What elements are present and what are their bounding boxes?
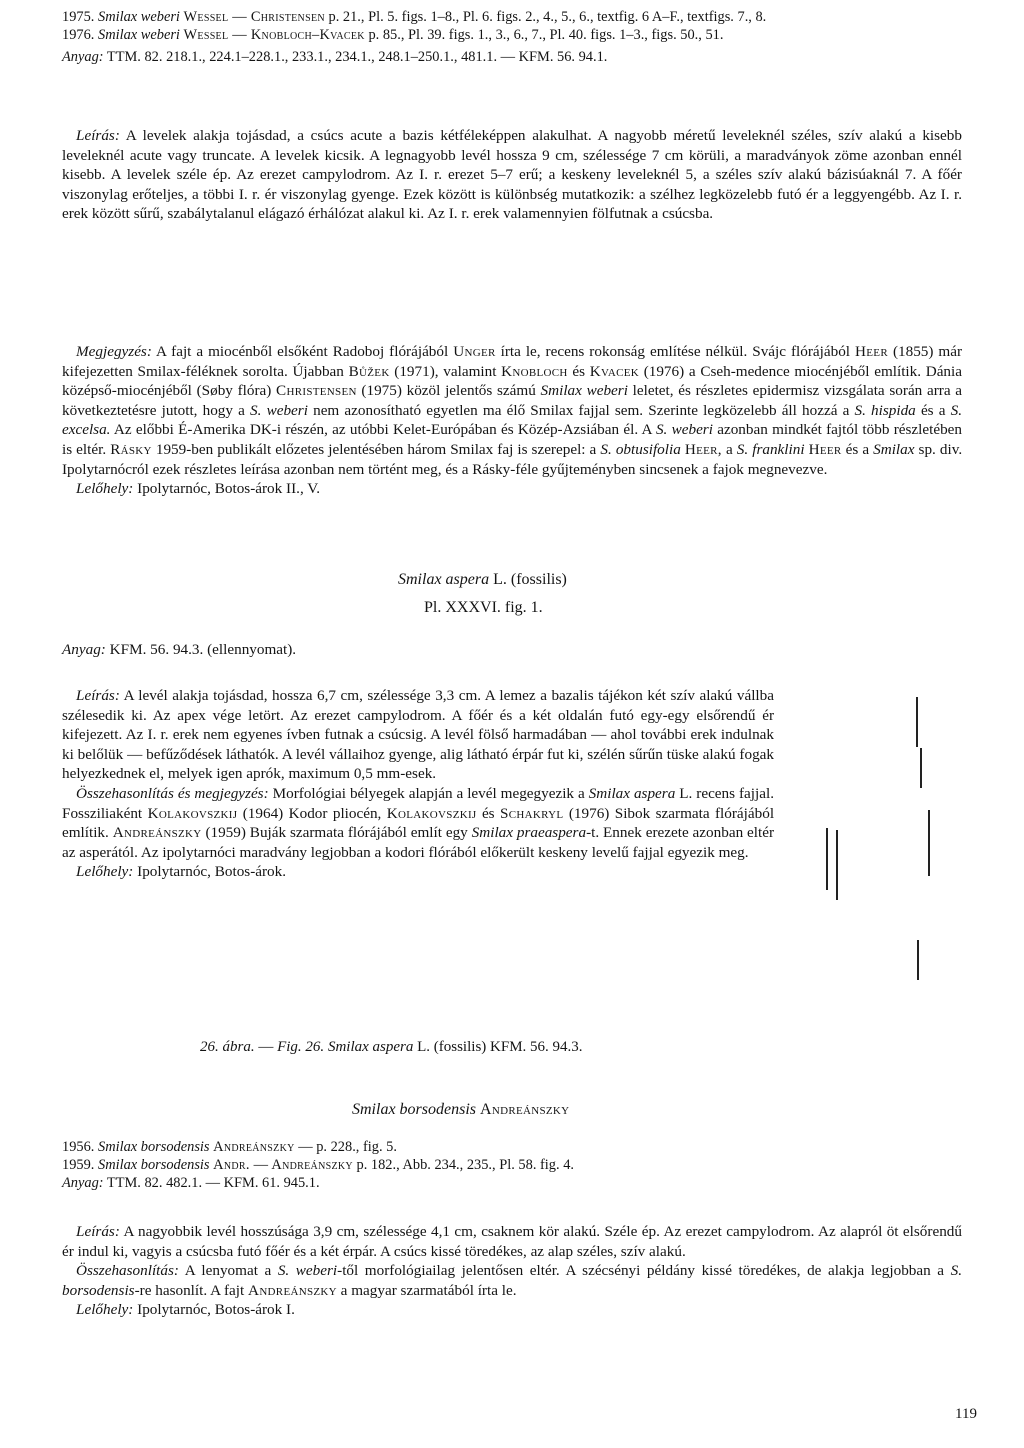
text-fragment: -t. Ennek erezete azonban eltér az asperától. Az ipolytarnóci maradvány legjobban a kodori flórából előkerült keskeny levelű fajjal egyezik meg. xyxy=(62,824,775,861)
description-paragraph xyxy=(62,686,774,784)
text-fragment: 1959. xyxy=(62,1157,95,1173)
locality-line xyxy=(62,479,962,499)
page-number: 119 xyxy=(955,1406,977,1422)
text-fragment: Leírás: xyxy=(76,1223,120,1240)
text-fragment: Andreánszky xyxy=(480,1101,570,1118)
text-fragment: a xyxy=(725,440,733,458)
text-fragment: Rásky xyxy=(110,440,152,458)
reference-entry xyxy=(62,26,962,44)
text-fragment: S. weberi xyxy=(277,1262,338,1280)
text-fragment: L. (fossilis) xyxy=(493,571,567,588)
text-fragment: Andreánszky xyxy=(112,824,202,842)
text-fragment: Smilax borsodensis xyxy=(98,1157,210,1173)
plate-reference: Pl. XXXVI. fig. 1. xyxy=(424,599,543,616)
text-fragment: -től morfológiailag jelentősen eltér. A szécsényi példány kissé töredékes, de alakja legjobban a xyxy=(337,1262,945,1280)
leaf-vein-stroke xyxy=(920,748,922,788)
text-fragment: S. weberi xyxy=(655,421,713,439)
borsodensis-text xyxy=(62,1222,962,1320)
text-fragment: Ipolytarnóc, Botos-árok II., V. xyxy=(137,480,321,498)
text-fragment: (1971), valamint xyxy=(394,362,497,380)
text-fragment: Smilax weberi xyxy=(98,9,180,25)
text-fragment: (1976) a Cseh-medence miocénjéből említik. Dánia középső-miocénjéből (Søby flóra) xyxy=(62,362,962,400)
text-fragment: és a xyxy=(845,440,870,458)
leaf-vein-stroke xyxy=(917,940,919,980)
text-fragment: S. franklini xyxy=(736,440,805,458)
reference-entry xyxy=(62,1156,962,1174)
text-fragment: és xyxy=(572,362,586,380)
text-fragment: Ipolytarnóc, Botos-árok I. xyxy=(137,1301,295,1319)
comparison-paragraph xyxy=(62,1261,962,1300)
locality-line xyxy=(62,1300,962,1320)
text-fragment: A levelek alakja tojásdad, a csúcs acute a bazis kétféleképpen alakulhat. A nagyobb méretű leveleknél széles, szív alakú a kisebb leveleknél acute vagy truncate. A levelek kicsik. A legnagyobb levél hossza 9 cm, szélessége 7 cm körüli, a maradványok zöme azonban ennél kisebb. A levelek széle ép. Az erezet campylodrom. Az I. r. erezet 5–7 erű; a keskeny leveleknél 5, a széles szív alakú bázisúaknál 7. A főér viszonylag erőteljes, a többi I. r. ér viszonylag gyenge. Ezek között is különbség mutatkozik: a szélhez legközelebb futó ér a leggyengébb. Az I. r. erek között sűrű, szabálytalanul elágazó érhálózat alakul ki. Az I. r. erek valamennyien fölfutnak a csúcsba. xyxy=(62,127,962,223)
text-fragment: sp. div. Ipolytarnócról ezek részletes leírása azonban nem történt meg, és a Rásky-féle gyűjteményben sincsenek a fajok megnevezve. xyxy=(62,440,963,478)
text-fragment: KFM. 56. 94.3. (ellennyomat). xyxy=(109,641,297,658)
text-fragment: Kolakovszkij xyxy=(386,804,477,822)
description-paragraph xyxy=(62,126,962,224)
text-fragment: Smilax weberi xyxy=(540,382,628,400)
text-fragment: Smilax aspera xyxy=(327,1039,414,1055)
text-fragment: S. weberi xyxy=(250,401,308,419)
species-heading-borsodensis xyxy=(352,1100,569,1120)
text-fragment: TTM. 82. 482.1. — KFM. 61. 945.1. xyxy=(106,1175,320,1191)
species-heading-aspera xyxy=(398,570,567,590)
text-fragment: Andr. — Andreánszky xyxy=(213,1157,353,1173)
synonymy-list xyxy=(62,8,962,66)
text-fragment: Lelőhely: xyxy=(76,863,134,881)
text-fragment: Smilax borsodensis xyxy=(352,1101,476,1118)
leaf-vein-stroke xyxy=(916,697,918,747)
text-fragment: írta le, recens rokonság említése nélkül. Svájc flórájából xyxy=(500,343,851,360)
material-line xyxy=(62,48,962,66)
text-fragment: Smilax xyxy=(873,440,915,458)
description-section xyxy=(62,126,962,224)
comparison-paragraph xyxy=(62,784,774,862)
text-fragment: p. 85., Pl. 39. figs. 1., 3., 6., 7., Pl. 40. figs. 1–3., figs. 50., 51. xyxy=(368,27,724,43)
text-fragment: p. 21., Pl. 5. figs. 1–8., Pl. 6. figs. 2., 4., 5., 6., textfig. 6 A–F., textfigs. 7., 8. xyxy=(328,9,767,25)
text-fragment: 1956. xyxy=(62,1139,95,1155)
text-fragment: Kolakovszkij xyxy=(147,804,238,822)
text-fragment: Leírás: xyxy=(76,127,120,144)
text-fragment: Wessel — Christensen xyxy=(183,9,325,25)
text-fragment: Smilax borsodensis xyxy=(98,1139,210,1155)
text-fragment: azonban mindkét fajtól több részletében is eltér. xyxy=(62,421,962,458)
text-fragment: Anyag: xyxy=(62,49,104,65)
text-fragment: Smilax weberi xyxy=(98,27,180,43)
text-fragment: és a xyxy=(920,401,946,419)
text-fragment: (1975) közöl jelentős számú xyxy=(361,382,536,400)
text-fragment: Anyag: xyxy=(62,1175,104,1191)
text-fragment: 1959-ben publikált előzetes jelentésében három Smilax faj is szerepel: a xyxy=(155,440,597,458)
text-fragment: S. obtusifolia xyxy=(600,440,681,458)
text-fragment: S. hispida xyxy=(854,401,916,419)
text-fragment: S. excelsa. xyxy=(62,401,963,439)
text-fragment: Fig. 26. xyxy=(277,1039,325,1055)
text-fragment: Andreánszky xyxy=(248,1281,337,1299)
text-fragment: TTM. 82. 218.1., 224.1–228.1., 233.1., 234.1., 248.1–250.1., 481.1. — KFM. 56. 94.1. xyxy=(106,49,608,65)
text-fragment: (1964) Kodor pliocén, xyxy=(242,804,382,822)
figure-caption xyxy=(200,1038,583,1058)
text-fragment: Heer, xyxy=(684,440,722,458)
text-fragment: L. recens fajjal. Fossziliaként xyxy=(62,784,774,822)
text-fragment: -re hasonlít. A fajt xyxy=(134,1281,245,1299)
text-fragment: nem azonosítható egyetlen ma élő Smilax fajjal sem. Szerinte legközelebb áll hozzá a xyxy=(313,401,850,419)
text-fragment: 26. ábra. xyxy=(200,1039,255,1055)
borsodensis-synonymy xyxy=(62,1138,962,1192)
text-fragment: Az előbbi É-Amerika DK-i részén, az utóbbi Kelet-Európában és Közép-Azsiában él. A xyxy=(113,421,652,439)
text-fragment: A nagyobbik levél hosszúsága 3,9 cm, szélessége 4,1 cm, csaknem kör alakú. Széle ép. Az erezet campylodrom. Az alapról öt elsőrendű ér indul ki, vagyis a csúcsba futó főér és a két érpár. A csúcs kissé töredékes, az alap széles, szív alakú. xyxy=(62,1223,962,1260)
text-fragment: leletet, és részletes epidermisz vizsgálata során arra a következtetésre jutott, hogy a xyxy=(62,382,963,419)
text-fragment: Megjegyzés: xyxy=(76,343,152,360)
description-paragraph xyxy=(62,1222,962,1261)
text-fragment: (1976) Sibok szarmata flórájából említik. xyxy=(62,804,775,842)
reference-entry xyxy=(62,1138,962,1156)
text-fragment: 1975. xyxy=(62,9,95,25)
text-fragment: A lenyomat a xyxy=(184,1262,272,1280)
text-fragment: (1959) Buják szarmata flórájából említ egy xyxy=(205,824,468,842)
remark-section xyxy=(62,342,962,499)
text-fragment: 1976. xyxy=(62,27,95,43)
text-fragment: Heer xyxy=(855,343,888,360)
aspera-text-column xyxy=(62,686,774,882)
text-fragment: Smilax aspera xyxy=(588,784,676,802)
text-fragment: Összehasonlítás: xyxy=(76,1262,179,1280)
reference-entry xyxy=(62,8,962,26)
text-fragment: Anyag: xyxy=(62,641,106,658)
leaf-vein-stroke xyxy=(836,830,838,900)
locality-line xyxy=(62,862,774,882)
text-fragment: és xyxy=(481,804,495,822)
text-fragment: — xyxy=(258,1039,274,1055)
text-fragment: Wessel — Knobloch–Kvacek xyxy=(183,27,365,43)
text-fragment: Összehasonlítás és megjegyzés: xyxy=(76,784,269,802)
text-fragment: S. borsodensis xyxy=(62,1262,963,1299)
text-fragment: p. 182., Abb. 234., 235., Pl. 58. fig. 4. xyxy=(356,1157,574,1173)
text-fragment: Schakryl xyxy=(500,804,564,822)
text-fragment: Andreánszky xyxy=(213,1139,295,1155)
text-fragment: Knobloch xyxy=(501,362,568,380)
text-fragment: A levél alakja tojásdad, hossza 6,7 cm, szélessége 3,3 cm. A lemez a bazalis tájékon két szív alakú vállba szélesedik ki. Az apex vége letört. Az erezet campylodrom. A főér és a két oldalán futó egy-egy elsőrendű ér kifejezett. Az I. r. erek nem egyenes ívben futnak a csúcsig. A levél fölső harmadában — ahol további erek indulnak ki belőlük — befűződések láthatók. A levél vállaihoz gyenge, alig látható érpár fut ki, szélén sűrűn tüske alakú fogak helyezkednek el, melyek igen aprók, maximum 0,5 mm-esek. xyxy=(62,687,774,783)
text-fragment: a magyar szarmatából írta le. xyxy=(340,1281,517,1299)
text-fragment: Smilax praeaspera xyxy=(471,824,587,842)
material-line xyxy=(62,1174,962,1192)
text-fragment: A fajt a miocénből elsőként Radoboj flórájából xyxy=(156,343,449,360)
text-fragment: — p. 228., fig. 5. xyxy=(298,1139,397,1155)
text-fragment: Heer xyxy=(808,440,842,458)
text-fragment: Morfológiai bélyegek alapján a levél megegyezik a xyxy=(272,784,585,802)
text-fragment: Lelőhely: xyxy=(76,1301,134,1319)
remark-paragraph xyxy=(62,342,962,479)
text-fragment: Bůžek xyxy=(348,362,390,380)
text-fragment: Smilax aspera xyxy=(398,571,490,588)
text-fragment: (1855) már kifejezetten Smilax-féléknek sorolta. Újabban xyxy=(62,343,963,380)
text-fragment: Kvacek xyxy=(589,362,639,380)
text-fragment: Ipolytarnóc, Botos-árok. xyxy=(137,863,287,881)
leaf-vein-stroke xyxy=(826,828,828,890)
text-fragment: Leírás: xyxy=(76,687,120,704)
leaf-vein-stroke xyxy=(928,810,930,876)
text-fragment: L. (fossilis) KFM. 56. 94.3. xyxy=(417,1039,583,1055)
material-line xyxy=(62,640,296,660)
text-fragment: Lelőhely: xyxy=(76,480,134,498)
text-fragment: Unger xyxy=(453,343,496,360)
text-fragment: Christensen xyxy=(276,382,357,400)
